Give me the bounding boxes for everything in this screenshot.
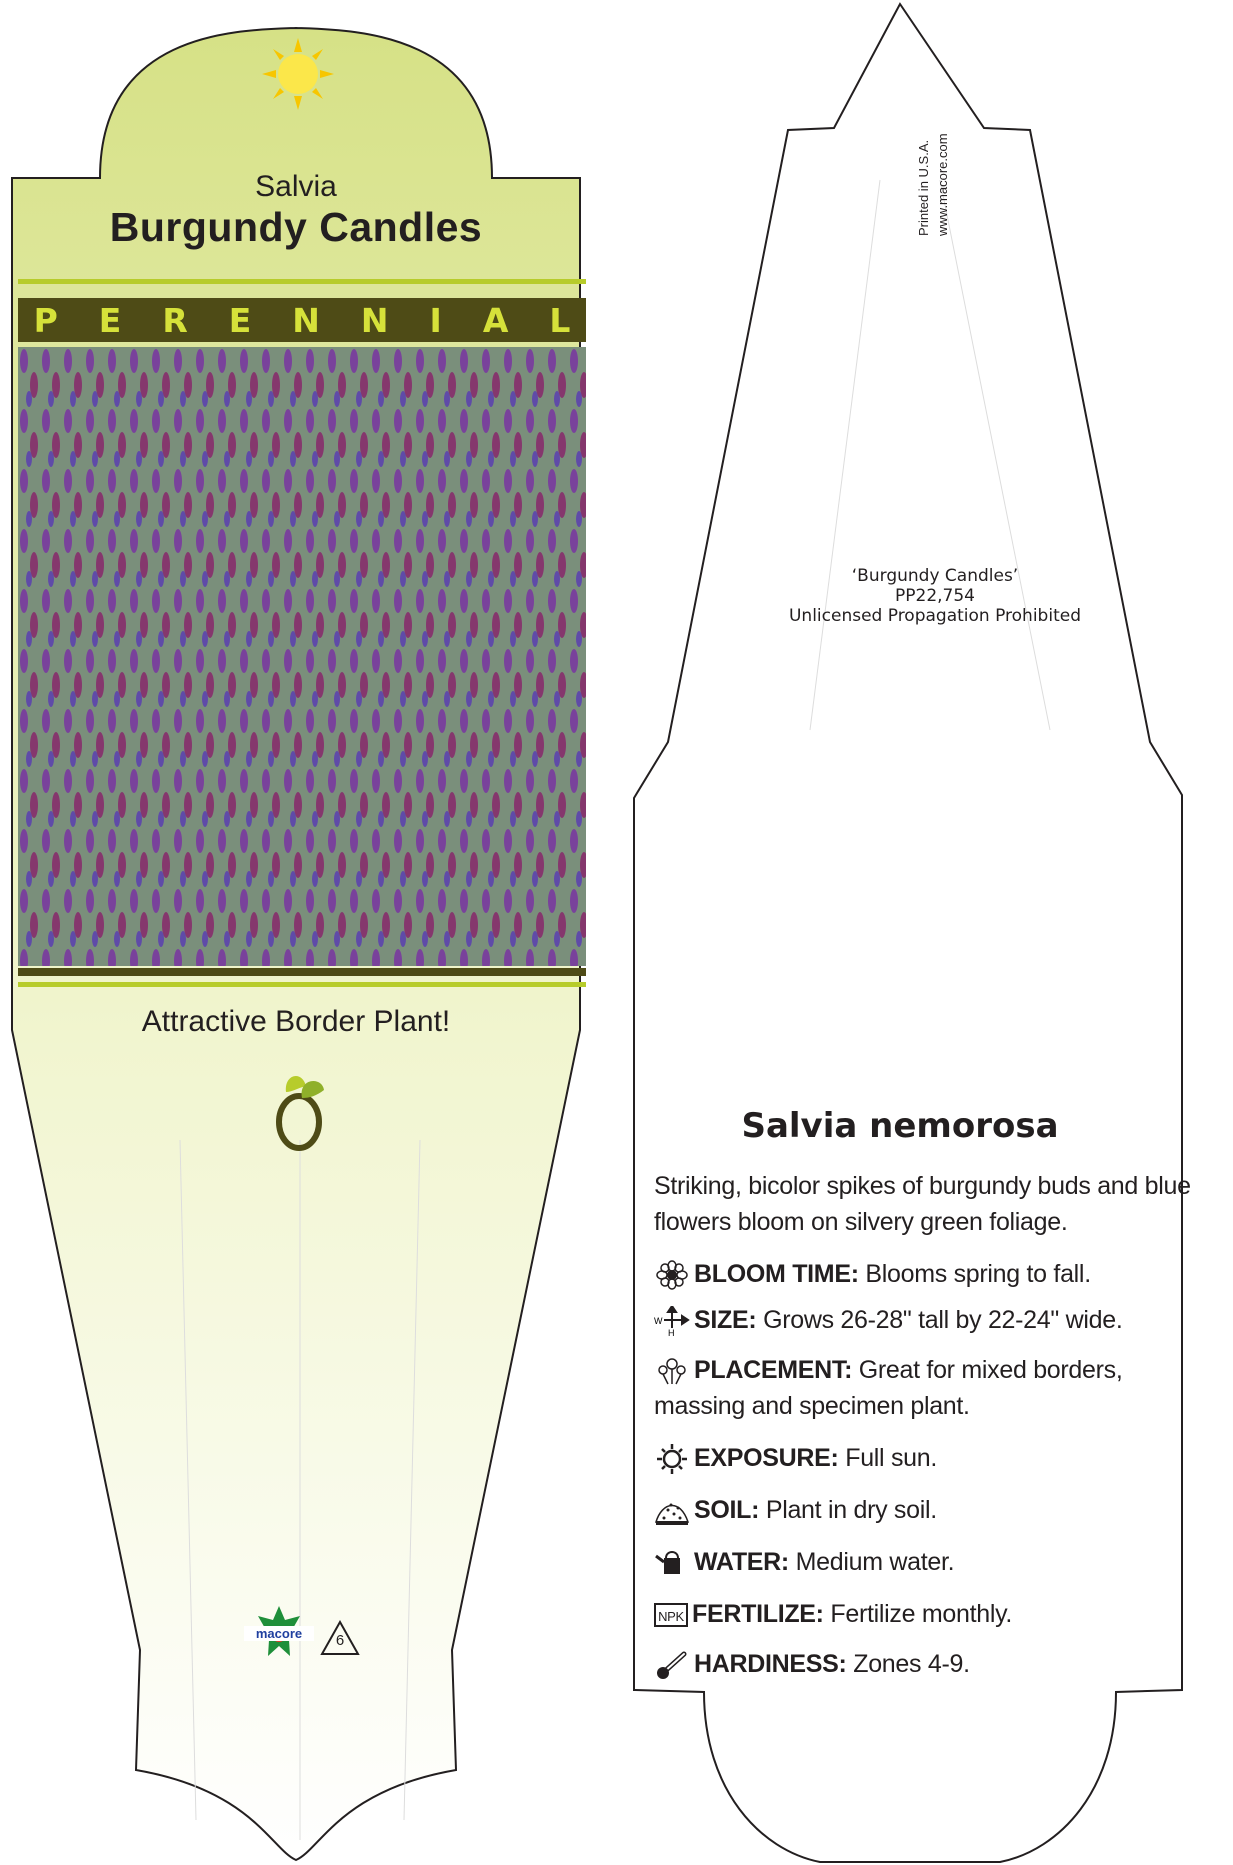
photo-bottom-band bbox=[18, 968, 586, 976]
thermometer-icon bbox=[654, 1650, 690, 1680]
description: Striking, bicolor spikes of burgundy buds and blue flowers bloom on silvery green foliage. bbox=[654, 1172, 1191, 1236]
care-text: Full sun. bbox=[845, 1444, 938, 1472]
care-text: Blooms spring to fall. bbox=[865, 1260, 1091, 1288]
care-label: BLOOM TIME: bbox=[694, 1260, 859, 1288]
soil-pile-icon bbox=[654, 1496, 690, 1526]
sun-icon bbox=[262, 38, 334, 110]
care-label: FERTILIZE: bbox=[692, 1600, 824, 1628]
care-label: HARDINESS: bbox=[694, 1650, 847, 1678]
care-label: SOIL: bbox=[694, 1496, 760, 1524]
care-text: Fertilize monthly. bbox=[830, 1600, 1013, 1628]
care-text: Plant in dry soil. bbox=[765, 1496, 937, 1524]
leaf-logo-icon bbox=[272, 1068, 326, 1154]
size-arrows-icon bbox=[654, 1306, 690, 1336]
plant-placement-icon bbox=[654, 1356, 690, 1386]
tagline: Attractive Border Plant! bbox=[141, 1005, 451, 1038]
plant-photo bbox=[18, 347, 586, 966]
care-label: WATER: bbox=[694, 1548, 789, 1576]
care-row-hardiness bbox=[654, 1646, 1194, 1682]
macore-logo bbox=[244, 1606, 314, 1662]
plant-photo-art bbox=[18, 347, 586, 966]
sun-icon bbox=[654, 1444, 690, 1474]
category-label: PERENNIAL bbox=[33, 300, 612, 340]
care-row-fertilize bbox=[654, 1596, 1194, 1632]
npk-fertilizer-icon: NPK bbox=[654, 1603, 688, 1627]
care-text: Zones 4-9. bbox=[853, 1650, 970, 1678]
svg-text:W: W bbox=[654, 1316, 663, 1327]
recycle-number: 6 bbox=[335, 1632, 345, 1649]
patent-notice: Unlicensed Propagation Prohibited bbox=[788, 606, 1081, 626]
care-label: EXPOSURE: bbox=[694, 1444, 839, 1472]
patent-name: ‘Burgundy Candles’ bbox=[851, 566, 1019, 586]
accent-line bbox=[18, 982, 586, 987]
accent-line bbox=[18, 279, 586, 284]
care-row-water bbox=[654, 1544, 1194, 1580]
genus-name: Salvia bbox=[255, 170, 337, 203]
recycle-symbol bbox=[320, 1620, 360, 1656]
care-row-soil bbox=[654, 1492, 1194, 1528]
care-label: SIZE: bbox=[694, 1306, 757, 1334]
printed-in: Printed in U.S.A. bbox=[916, 139, 931, 236]
brand-name: macore bbox=[244, 1626, 314, 1641]
cultivar-name: Burgundy Candles bbox=[109, 204, 483, 250]
back-tag-outline bbox=[634, 4, 1182, 1862]
website: www.macore.com bbox=[935, 133, 950, 236]
category-band bbox=[18, 298, 612, 342]
care-text: Medium water. bbox=[795, 1548, 955, 1576]
care-row-exposure bbox=[654, 1440, 1194, 1476]
species-name: Salvia nemorosa bbox=[741, 1106, 1059, 1146]
patent-block bbox=[740, 566, 1130, 626]
care-row-placement bbox=[654, 1352, 1194, 1424]
care-row-size bbox=[654, 1302, 1194, 1338]
care-label: PLACEMENT: bbox=[694, 1356, 853, 1384]
watering-can-icon bbox=[654, 1548, 690, 1578]
care-text: Grows 26-28" tall by 22-24" wide. bbox=[763, 1306, 1123, 1334]
care-row-bloom bbox=[654, 1256, 1194, 1292]
flower-icon bbox=[654, 1260, 690, 1290]
svg-text:H: H bbox=[668, 1328, 675, 1337]
care-text: Great for mixed borders, massing and specimen plant. bbox=[654, 1356, 1123, 1420]
patent-number: PP22,754 bbox=[895, 586, 975, 606]
